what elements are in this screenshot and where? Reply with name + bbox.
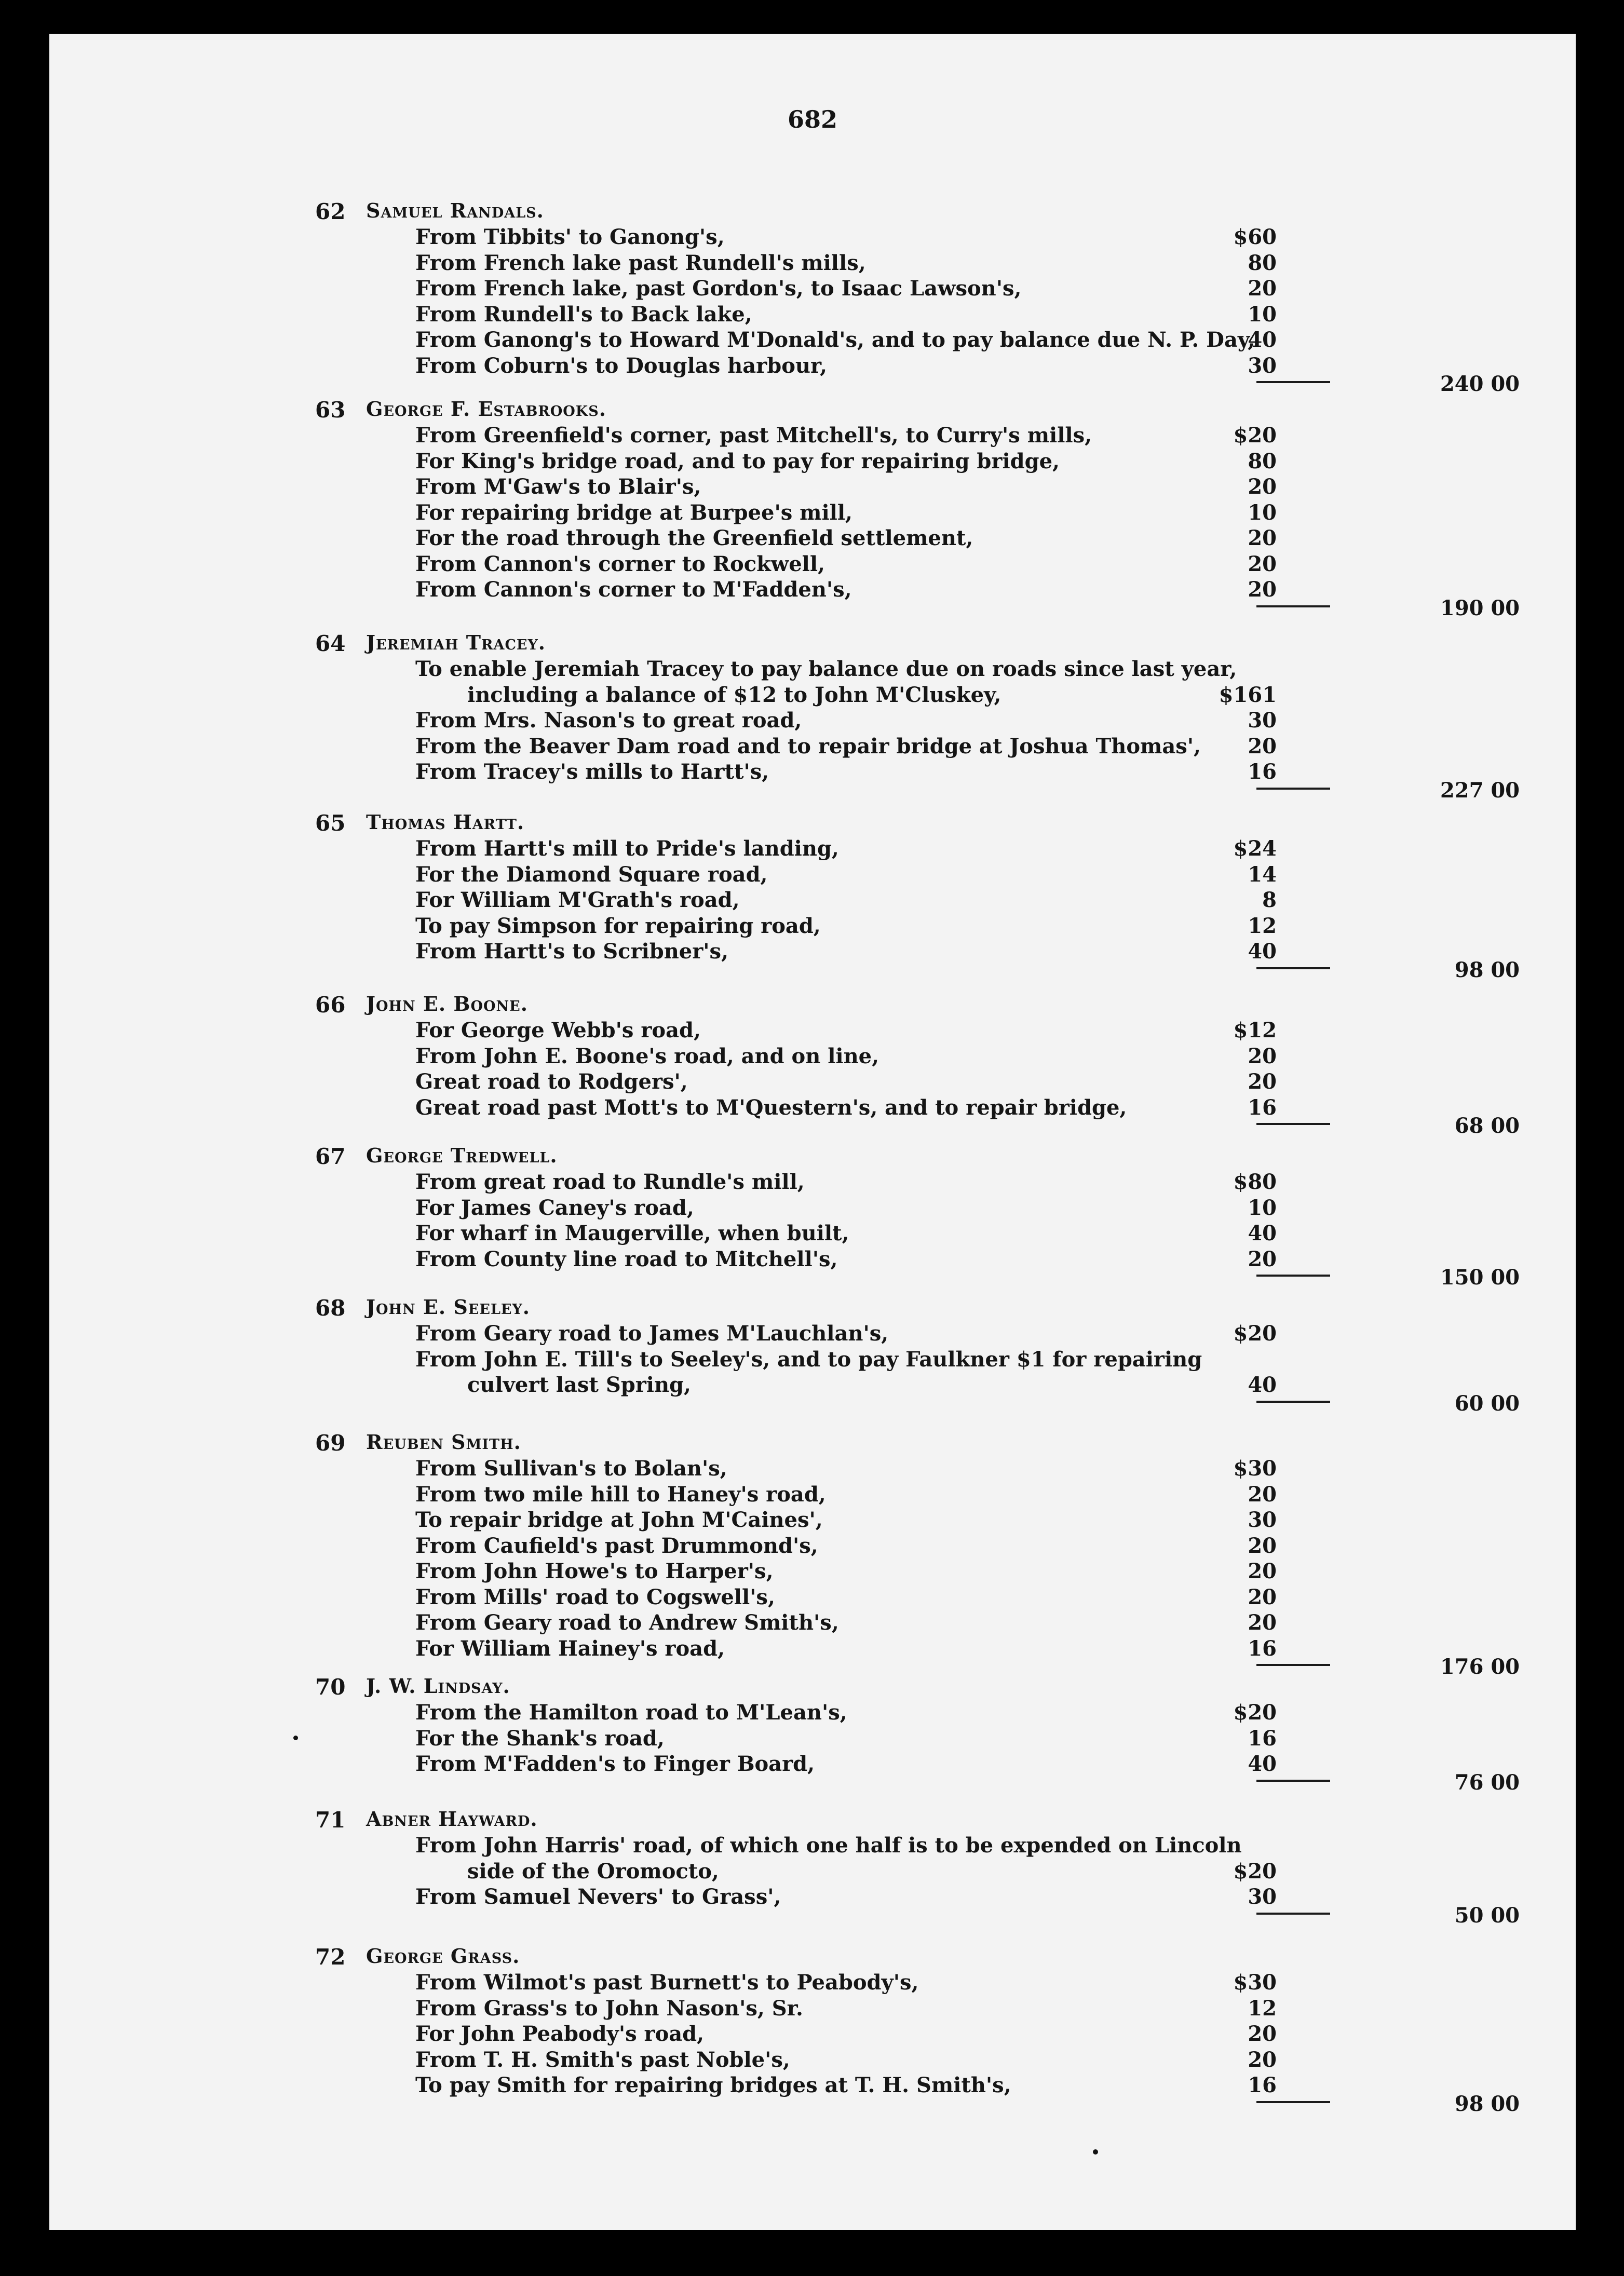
entry-header xyxy=(49,1674,1576,1700)
line-item xyxy=(49,914,1576,940)
entry-71 xyxy=(49,1807,1576,1928)
entry-name: John E. Seeley. xyxy=(366,1295,531,1319)
entry-total: 68 00 xyxy=(1454,1114,1520,1138)
line-item xyxy=(49,1996,1576,2022)
line-item-description: From John Howe's to Harper's, xyxy=(415,1559,774,1583)
line-item-description: From Mills' road to Cogswell's, xyxy=(415,1584,775,1609)
line-item-amount: $161 xyxy=(1219,682,1277,707)
entry-67 xyxy=(49,1144,1576,1290)
line-item-amount: 20 xyxy=(1248,1482,1277,1507)
line-item-amount: $24 xyxy=(1233,836,1277,861)
line-item xyxy=(49,760,1576,785)
line-item-amount: 14 xyxy=(1248,862,1277,887)
line-item xyxy=(49,1170,1576,1196)
line-item-description: From the Hamilton road to M'Lean's, xyxy=(415,1700,847,1725)
ink-speck xyxy=(293,1736,298,1740)
subtotal-rule xyxy=(49,372,1576,396)
line-item-amount: 30 xyxy=(1248,353,1277,378)
line-item-description: For repairing bridge at Burpee's mill, xyxy=(415,500,852,525)
line-item-description: For the Shank's road, xyxy=(415,1726,665,1751)
line-item-amount: 20 xyxy=(1248,1559,1277,1583)
line-item-amount: 30 xyxy=(1248,708,1277,733)
line-item-description: culvert last Spring, xyxy=(467,1373,691,1397)
line-item xyxy=(49,552,1576,578)
entry-number: 65 xyxy=(315,810,346,836)
line-item-amount: 20 xyxy=(1248,1069,1277,1094)
entry-68 xyxy=(49,1295,1576,1416)
line-item-description: From John Harris' road, of which one half is to be expended on Lincoln xyxy=(415,1833,1242,1858)
line-item-amount: 40 xyxy=(1248,1752,1277,1776)
entry-number: 71 xyxy=(315,1807,346,1833)
subtotal-rule xyxy=(49,1391,1576,1416)
entry-number: 67 xyxy=(315,1144,346,1169)
line-item-description: From County line road to Mitchell's, xyxy=(415,1247,838,1271)
entry-name: Samuel Randals. xyxy=(366,199,544,222)
line-item-amount: 30 xyxy=(1248,1885,1277,1909)
line-item-amount: $80 xyxy=(1233,1170,1277,1194)
entry-69 xyxy=(49,1430,1576,1679)
line-item-amount: $20 xyxy=(1233,1700,1277,1725)
line-item-amount: 20 xyxy=(1248,2022,1277,2046)
entry-number: 64 xyxy=(315,631,346,656)
line-item xyxy=(49,1482,1576,1508)
line-item xyxy=(49,328,1576,354)
line-item-description: For William Hainey's road, xyxy=(415,1636,725,1661)
entry-63 xyxy=(49,397,1576,618)
line-item-description: From Caufield's past Drummond's, xyxy=(415,1533,818,1558)
line-item xyxy=(49,1321,1576,1347)
line-item-description: From Hartt's to Scribner's, xyxy=(415,939,728,964)
line-item-description: For James Caney's road, xyxy=(415,1195,694,1220)
line-item-amount: 8 xyxy=(1262,888,1277,912)
line-item-description: From the Beaver Dam road and to repair bridge at Joshua Thomas', xyxy=(415,734,1201,758)
entry-total: 98 00 xyxy=(1454,2091,1520,2116)
line-item xyxy=(49,526,1576,552)
line-item-description: side of the Oromocto, xyxy=(467,1859,719,1884)
line-item xyxy=(49,862,1576,888)
entry-header xyxy=(49,631,1576,657)
subtotal-rule xyxy=(49,778,1576,803)
line-item-amount: 30 xyxy=(1248,1508,1277,1532)
line-item xyxy=(49,1636,1576,1662)
line-item xyxy=(49,1970,1576,1996)
line-item xyxy=(49,577,1576,603)
line-item xyxy=(49,225,1576,251)
line-item-description: For wharf in Maugerville, when built, xyxy=(415,1221,849,1245)
subtotal-rule xyxy=(49,1265,1576,1290)
line-item-amount: 16 xyxy=(1248,2073,1277,2097)
line-item xyxy=(49,1247,1576,1273)
line-item-description: From Cannon's corner to Rockwell, xyxy=(415,551,825,576)
line-item xyxy=(49,2073,1576,2099)
line-item-description: For the road through the Greenfield settlement, xyxy=(415,526,973,550)
line-item-description: From Greenfield's corner, past Mitchell's, to Curry's mills, xyxy=(415,423,1092,448)
line-item-description: From Rundell's to Back lake, xyxy=(415,302,752,327)
line-item xyxy=(49,1221,1576,1247)
line-item-description: From T. H. Smith's past Noble's, xyxy=(415,2047,790,2072)
line-item-amount: 20 xyxy=(1248,734,1277,758)
entry-62 xyxy=(49,199,1576,394)
entry-number: 66 xyxy=(315,992,346,1018)
line-item-amount: 10 xyxy=(1248,1195,1277,1220)
line-item-description: For George Webb's road, xyxy=(415,1018,701,1042)
line-item-description: To pay Smith for repairing bridges at T. H. Smith's, xyxy=(415,2073,1011,2097)
line-item-amount: $30 xyxy=(1233,1456,1277,1481)
line-item-description: From John E. Boone's road, and on line, xyxy=(415,1044,879,1068)
line-item xyxy=(49,1196,1576,1222)
line-item-amount: 20 xyxy=(1248,1247,1277,1271)
entry-name: Abner Hayward. xyxy=(366,1807,538,1831)
line-item-amount: $20 xyxy=(1233,423,1277,448)
line-item xyxy=(49,1559,1576,1585)
line-item xyxy=(49,683,1576,709)
line-item-description: Great road past Mott's to M'Questern's, and to repair bridge, xyxy=(415,1095,1127,1120)
subtotal-rule xyxy=(49,2091,1576,2116)
entry-name: Thomas Hartt. xyxy=(366,810,525,834)
line-item-amount: $20 xyxy=(1233,1321,1277,1346)
line-item-amount: 20 xyxy=(1248,577,1277,602)
line-item-description: From French lake past Rundell's mills, xyxy=(415,250,866,275)
subtotal-rule xyxy=(49,595,1576,620)
entry-header xyxy=(49,199,1576,225)
entry-number: 69 xyxy=(315,1430,346,1456)
entry-header xyxy=(49,992,1576,1018)
line-item-amount: 20 xyxy=(1248,1533,1277,1558)
entry-64 xyxy=(49,631,1576,803)
line-item xyxy=(49,302,1576,328)
line-item-amount: 80 xyxy=(1248,250,1277,275)
line-item-description: For King's bridge road, and to pay for repairing bridge, xyxy=(415,449,1060,473)
line-item xyxy=(49,1859,1576,1885)
line-item xyxy=(49,888,1576,914)
entry-total: 60 00 xyxy=(1454,1391,1520,1416)
line-item-description: From Geary road to James M'Lauchlan's, xyxy=(415,1321,889,1346)
line-item xyxy=(49,2022,1576,2048)
line-item-amount: 20 xyxy=(1248,2047,1277,2072)
subtotal-rule xyxy=(49,1903,1576,1928)
line-item xyxy=(49,449,1576,475)
line-item-description: From Hartt's mill to Pride's landing, xyxy=(415,836,839,861)
entry-total: 98 00 xyxy=(1454,957,1520,982)
entry-name: George Grass. xyxy=(366,1944,520,1968)
line-item-amount: $20 xyxy=(1233,1859,1277,1884)
line-item xyxy=(49,1885,1576,1911)
line-item-amount: 12 xyxy=(1248,913,1277,938)
line-item-amount: 16 xyxy=(1248,1636,1277,1661)
line-item xyxy=(49,734,1576,760)
entry-name: Jeremiah Tracey. xyxy=(366,631,546,654)
entry-header xyxy=(49,810,1576,836)
line-item-amount: 40 xyxy=(1248,939,1277,964)
entry-66 xyxy=(49,992,1576,1138)
document-page xyxy=(49,34,1576,2230)
line-item xyxy=(49,1534,1576,1560)
entry-70 xyxy=(49,1674,1576,1795)
line-item-description: From Grass's to John Nason's, Sr. xyxy=(415,1996,803,2021)
line-item-amount: 20 xyxy=(1248,475,1277,499)
line-item-description: From Cannon's corner to M'Fadden's, xyxy=(415,577,852,602)
entry-total: 150 00 xyxy=(1440,1265,1520,1290)
line-item xyxy=(49,1456,1576,1482)
line-item xyxy=(49,1585,1576,1611)
entry-header xyxy=(49,397,1576,423)
entry-number: 68 xyxy=(315,1295,346,1321)
line-item-description: From Mrs. Nason's to great road, xyxy=(415,708,802,733)
entry-number: 72 xyxy=(315,1944,346,1970)
line-item xyxy=(49,475,1576,500)
line-item-description: From M'Gaw's to Blair's, xyxy=(415,475,701,499)
entry-total: 240 00 xyxy=(1440,372,1520,396)
line-item-amount: 10 xyxy=(1248,302,1277,327)
entry-total: 227 00 xyxy=(1440,778,1520,803)
line-item xyxy=(49,708,1576,734)
line-item-description: Great road to Rodgers', xyxy=(415,1069,688,1094)
line-item xyxy=(49,276,1576,302)
line-item-amount: 12 xyxy=(1248,1996,1277,2021)
line-item xyxy=(49,354,1576,380)
entry-65 xyxy=(49,810,1576,980)
subtotal-rule xyxy=(49,957,1576,982)
entry-total: 190 00 xyxy=(1440,595,1520,620)
line-item-amount: 40 xyxy=(1248,1221,1277,1245)
line-item xyxy=(49,1069,1576,1095)
line-item xyxy=(49,1752,1576,1778)
line-item-amount: 20 xyxy=(1248,1584,1277,1609)
line-item xyxy=(49,1044,1576,1070)
line-item-description: For William M'Grath's road, xyxy=(415,888,740,912)
line-item-amount: $30 xyxy=(1233,1970,1277,1995)
line-item-description: From Sullivan's to Bolan's, xyxy=(415,1456,727,1481)
line-item-description: From Geary road to Andrew Smith's, xyxy=(415,1610,839,1635)
page-number: 682 xyxy=(787,105,838,133)
line-item xyxy=(49,500,1576,526)
line-item-description: From Tracey's mills to Hartt's, xyxy=(415,760,769,784)
line-item xyxy=(49,1095,1576,1121)
entry-total: 176 00 xyxy=(1440,1655,1520,1679)
entry-name: Reuben Smith. xyxy=(366,1430,521,1454)
entry-name: George F. Estabrooks. xyxy=(366,397,606,421)
line-item-description: To pay Simpson for repairing road, xyxy=(415,913,821,938)
line-item-description: To repair bridge at John M'Caines', xyxy=(415,1508,823,1532)
line-item-description: From great road to Rundle's mill, xyxy=(415,1170,805,1194)
line-item-amount: 20 xyxy=(1248,276,1277,301)
subtotal-rule xyxy=(49,1770,1576,1795)
line-item-description: To enable Jeremiah Tracey to pay balance due on roads since last year, xyxy=(415,657,1237,681)
line-item-amount: 20 xyxy=(1248,526,1277,550)
entry-name: George Tredwell. xyxy=(366,1144,558,1167)
line-item xyxy=(49,1347,1576,1373)
line-item-amount: 40 xyxy=(1248,328,1277,352)
line-item-amount: 20 xyxy=(1248,1044,1277,1068)
line-item-amount: 40 xyxy=(1248,1373,1277,1397)
line-item-description: From Samuel Nevers' to Grass', xyxy=(415,1885,781,1909)
entry-name: John E. Boone. xyxy=(366,992,528,1015)
line-item-description: From Coburn's to Douglas harbour, xyxy=(415,353,828,378)
line-item xyxy=(49,657,1576,683)
line-item xyxy=(49,1018,1576,1044)
line-item xyxy=(49,1508,1576,1534)
line-item xyxy=(49,1610,1576,1636)
entry-header xyxy=(49,1144,1576,1170)
entry-72 xyxy=(49,1944,1576,2114)
line-item xyxy=(49,423,1576,449)
ink-speck xyxy=(1093,2149,1098,2155)
entry-total: 76 00 xyxy=(1454,1770,1520,1795)
line-item-amount: 10 xyxy=(1248,500,1277,525)
entry-header xyxy=(49,1430,1576,1456)
line-item-description: From Ganong's to Howard M'Donald's, and to pay balance due N. P. Day, xyxy=(415,328,1255,352)
line-item xyxy=(49,1726,1576,1752)
line-item xyxy=(49,251,1576,277)
entry-header xyxy=(49,1295,1576,1321)
entry-total: 50 00 xyxy=(1454,1903,1520,1928)
entry-header xyxy=(49,1944,1576,1970)
line-item xyxy=(49,1700,1576,1726)
line-item xyxy=(49,1373,1576,1399)
entry-number: 63 xyxy=(315,397,346,423)
line-item xyxy=(49,939,1576,965)
line-item-amount: 20 xyxy=(1248,551,1277,576)
line-item-description: From French lake, past Gordon's, to Isaac Lawson's, xyxy=(415,276,1022,301)
line-item xyxy=(49,836,1576,862)
line-item-amount: 16 xyxy=(1248,1726,1277,1751)
entry-name: J. W. Lindsay. xyxy=(366,1674,510,1698)
line-item-amount: $12 xyxy=(1233,1018,1277,1042)
subtotal-rule xyxy=(49,1114,1576,1138)
line-item-amount: 16 xyxy=(1248,1095,1277,1120)
line-item-description: For John Peabody's road, xyxy=(415,2022,705,2046)
line-item xyxy=(49,2048,1576,2074)
entry-header xyxy=(49,1807,1576,1833)
line-item-description: From John E. Till's to Seeley's, and to pay Faulkner $1 for repairing xyxy=(415,1347,1202,1372)
line-item-amount: $60 xyxy=(1233,225,1277,249)
line-item-description: including a balance of $12 to John M'Cluskey, xyxy=(467,682,1002,707)
line-item-description: From Tibbits' to Ganong's, xyxy=(415,225,725,249)
entry-number: 70 xyxy=(315,1674,346,1700)
line-item-amount: 16 xyxy=(1248,760,1277,784)
line-item-amount: 80 xyxy=(1248,449,1277,473)
line-item-amount: 20 xyxy=(1248,1610,1277,1635)
line-item-description: For the Diamond Square road, xyxy=(415,862,768,887)
line-item-description: From M'Fadden's to Finger Board, xyxy=(415,1752,815,1776)
line-item-description: From Wilmot's past Burnett's to Peabody's, xyxy=(415,1970,919,1995)
line-item-description: From two mile hill to Haney's road, xyxy=(415,1482,826,1507)
line-item xyxy=(49,1833,1576,1859)
entry-number: 62 xyxy=(315,199,346,224)
